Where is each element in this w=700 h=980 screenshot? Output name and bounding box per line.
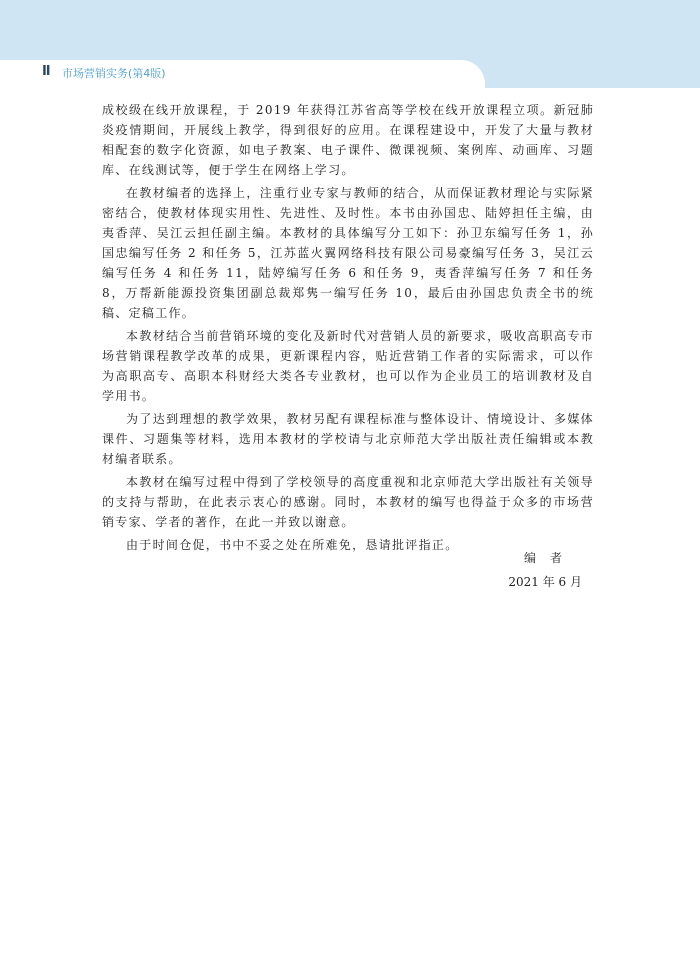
paragraph-apology: 由于时间仓促，书中不妥之处在所难免，恳请批评指正。 (126, 538, 459, 552)
preface-body (102, 100, 594, 555)
signature (508, 546, 582, 594)
book-title: 市场营销实务(第4版) (62, 67, 166, 80)
signature-date: 2021 年 6 月 (508, 575, 582, 589)
paragraph-thanks: 本教材在编写过程中得到了学校领导的高度重视和北京师范大学出版社有关领导的支持与帮助，在此表示衷心的感谢。同时，本教材的编写也得益于众多的市场营销专家、学者的著作，在此一并致以谢意。 (102, 475, 594, 529)
paragraph-continuation: 成校级在线开放课程，于 2019 年获得江苏省高等学校在线开放课程立项。新冠肺炎疫情期间，开展线上教学，得到很好的应用。在课程建设中，开发了大量与教材相配套的数字化资源，如电子教案、电子课件、微课视频、案例库、动画库、习题库、在线测试等，便于学生在网络上学习。 (102, 103, 594, 177)
page-number: Ⅱ (42, 64, 51, 79)
paragraph-authors: 在教材编者的选择上，注重行业专家与教师的结合，从而保证教材理论与实际紧密结合，使教材体现实用性、先进性、及时性。本书由孙国忠、陆婷担任主编，由夷香萍、吴江云担任副主编。本教材的具体编写分工如下：孙卫东编写任务 1，孙国忠编写任务 2 和任务 5，江苏蓝火翼网络科技有限公司易豪编写任务 3，吴江云编写任务 4 和任务 11，陆婷编写任务 6 和任务 9，夷香萍编写任务 7 和任务 8，万帮新能源投资集团副总裁郑隽一编写任务 10，最后由孙国忠负责全书的统稿、定稿工作。 (102, 186, 594, 320)
signature-editor: 编者 (523, 551, 576, 565)
paragraph-purpose: 本教材结合当前营销环境的变化及新时代对营销人员的新要求，吸收高职高专市场营销课程教学改革的成果，更新课程内容，贴近营销工作者的实际需求，可以作为高职高专、高职本科财经大类各专业教材，也可以作为企业员工的培训教材及自学用书。 (102, 329, 594, 403)
paragraph-materials: 为了达到理想的教学效果，教材另配有课程标准与整体设计、情境设计、多媒体课件、习题集等材料，选用本教材的学校请与北京师范大学出版社责任编辑或本教材编者联系。 (102, 412, 594, 466)
